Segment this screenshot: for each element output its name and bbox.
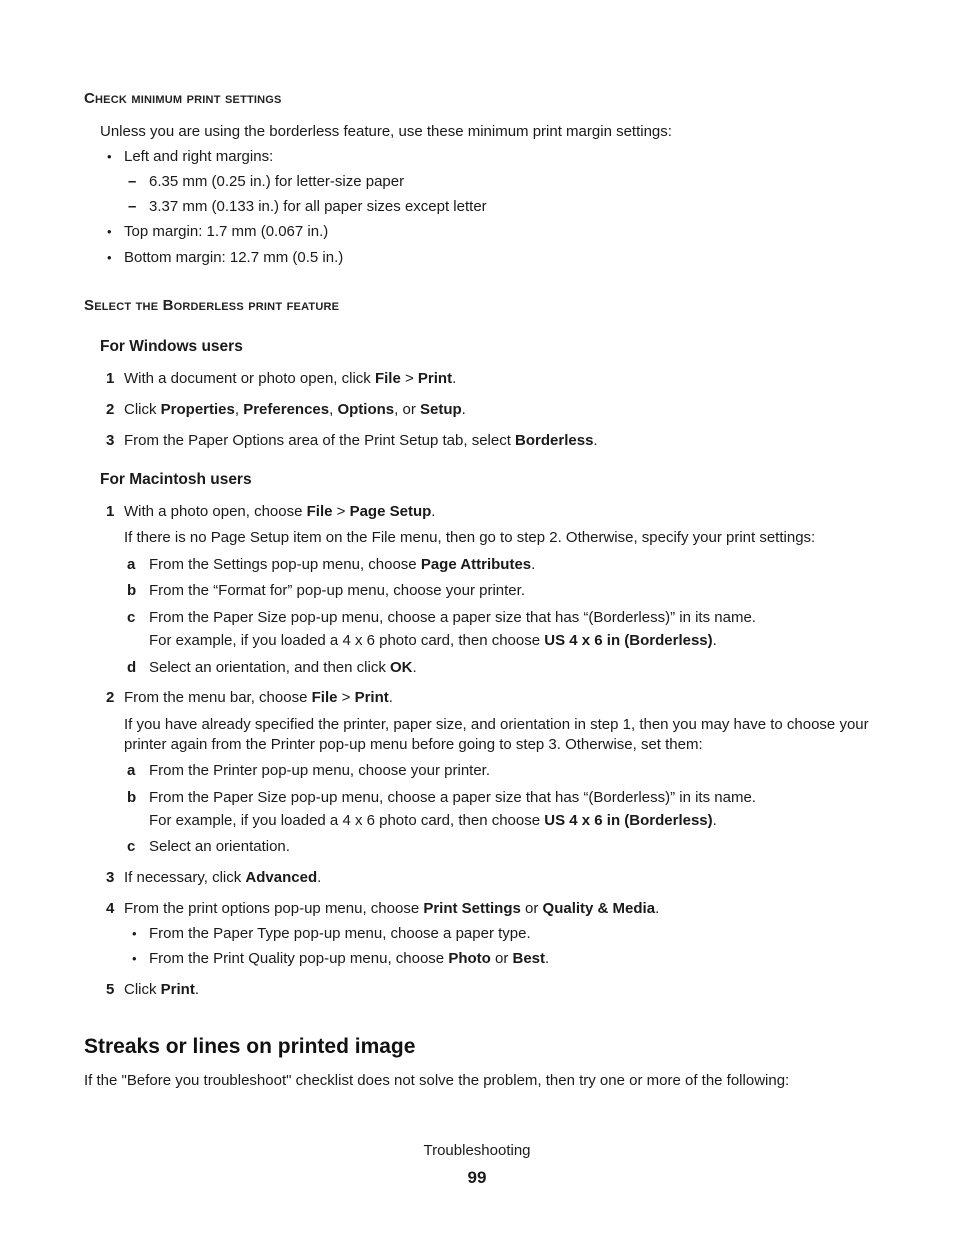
- subheading-windows: For Windows users: [100, 338, 243, 355]
- substep-example: For example, if you loaded a 4 x 6 photo card, then choose US 4 x 6 in (Borderless).: [149, 632, 717, 649]
- list-item: 6.35 mm (0.25 in.) for letter-size paper: [149, 173, 405, 190]
- step-number: 5: [106, 981, 115, 998]
- step-text: Click Print.: [124, 981, 200, 998]
- step-text: From the Paper Options area of the Print Setup tab, select Borderless.: [124, 432, 598, 449]
- bullet-icon: •: [132, 951, 137, 966]
- substep-letter: a: [127, 556, 136, 573]
- substep-letter: b: [127, 789, 137, 806]
- step-text: If necessary, click Advanced.: [124, 869, 322, 886]
- step-number: 1: [106, 503, 115, 520]
- step-text: With a document or photo open, click File > Print.: [124, 370, 457, 387]
- step-text: From the print options pop-up menu, choose Print Settings or Quality & Media.: [124, 900, 660, 917]
- page-number: 99: [467, 1168, 487, 1187]
- step-number: 4: [106, 900, 115, 917]
- dash-icon: –: [128, 198, 137, 215]
- bullet-icon: •: [107, 250, 112, 265]
- intro-text: Unless you are using the borderless feature, use these minimum print margin settings:: [100, 123, 672, 140]
- step-number: 2: [106, 689, 115, 706]
- substep-letter: d: [127, 659, 137, 676]
- step-note: If there is no Page Setup item on the File menu, then go to step 2. Otherwise, specify your print settings:: [124, 529, 816, 546]
- list-item: From the Print Quality pop-up menu, choose Photo or Best.: [149, 950, 550, 967]
- substep-letter: c: [127, 838, 136, 855]
- substep-text: From the Settings pop-up menu, choose Page Attributes.: [149, 556, 536, 573]
- step-number: 3: [106, 869, 115, 886]
- list-item: From the Paper Type pop-up menu, choose a paper type.: [149, 925, 531, 942]
- subheading-macintosh: For Macintosh users: [100, 471, 252, 488]
- footer-chapter: Troubleshooting: [423, 1142, 531, 1159]
- list-item: Left and right margins:: [124, 148, 274, 165]
- section-heading-streaks: Streaks or lines on printed image: [84, 1035, 416, 1058]
- step-text: With a photo open, choose File > Page Setup.: [124, 503, 436, 520]
- section-heading-minimum-print-settings: Check minimum print settings: [84, 90, 282, 107]
- substep-text: From the Paper Size pop-up menu, choose a paper size that has “(Borderless)” in its name.: [149, 609, 756, 626]
- substep-text: Select an orientation.: [149, 838, 290, 855]
- bullet-icon: •: [107, 149, 112, 164]
- dash-icon: –: [128, 173, 137, 190]
- step-text: From the menu bar, choose File > Print.: [124, 689, 393, 706]
- step-number: 3: [106, 432, 115, 449]
- bullet-icon: •: [107, 224, 112, 239]
- step-number: 1: [106, 370, 115, 387]
- list-item: 3.37 mm (0.133 in.) for all paper sizes except letter: [149, 198, 487, 215]
- list-item: Bottom margin: 12.7 mm (0.5 in.): [124, 249, 344, 266]
- substep-text: From the Printer pop-up menu, choose your printer.: [149, 762, 491, 779]
- step-note: printer again from the Printer pop-up menu before going to step 3. Otherwise, set them:: [124, 736, 703, 753]
- substep-text: Select an orientation, and then click OK.: [149, 659, 417, 676]
- substep-letter: a: [127, 762, 136, 779]
- list-item: Top margin: 1.7 mm (0.067 in.): [124, 223, 329, 240]
- substep-text: From the “Format for” pop-up menu, choose your printer.: [149, 582, 525, 599]
- substep-letter: c: [127, 609, 136, 626]
- intro-text: If the "Before you troubleshoot" checklist does not solve the problem, then try one or more of the following:: [84, 1072, 790, 1089]
- section-heading-borderless: Select the Borderless print feature: [84, 297, 340, 314]
- substep-letter: b: [127, 582, 137, 599]
- step-text: Click Properties, Preferences, Options, or Setup.: [124, 401, 466, 418]
- substep-text: From the Paper Size pop-up menu, choose a paper size that has “(Borderless)” in its name.: [149, 789, 756, 806]
- step-note: If you have already specified the printer, paper size, and orientation in step 1, then you may have to choose your: [124, 716, 869, 733]
- bullet-icon: •: [132, 926, 137, 941]
- substep-example: For example, if you loaded a 4 x 6 photo card, then choose US 4 x 6 in (Borderless).: [149, 812, 717, 829]
- step-number: 2: [106, 401, 115, 418]
